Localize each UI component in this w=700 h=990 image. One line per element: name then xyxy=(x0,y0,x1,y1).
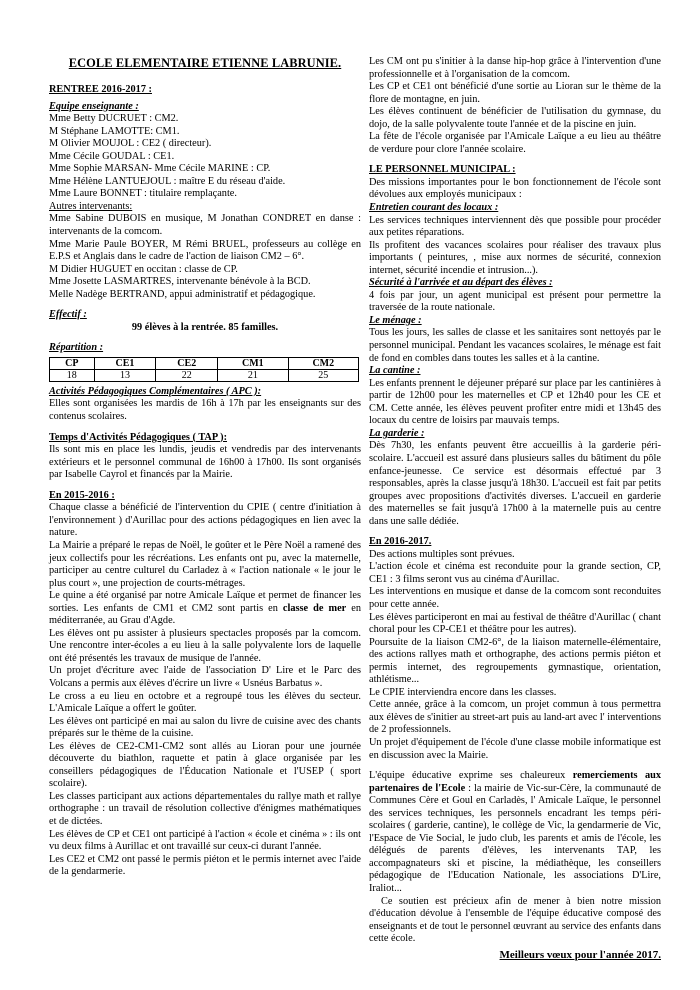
garderie-text: Dès 7h30, les enfants peuvent être accueillis à la garderie péri-scolaire. L'accueil est assuré dans plusieurs salles du bâtiment du pôle enfance-jeunesse. Ce service est désormais effectué par 3 responsables, après la classe jusqu'à 18h30. L'accueil est fait par petits groupes avec propositions d'activités diverses. L'accueil en garderie des maternelles se fait jusqu'à 17h00 à la maternelle puis au centre dans une salle dédiée. xyxy=(369,440,661,527)
en2015-paragraph: La fête de l'école organisée par l'Amicale Laïque a eu lieu au théâtre de verdure pour clore l'année scolaire. xyxy=(369,131,661,155)
en2015-paragraph: Les élèves de CP et CE1 ont participé à l'action « école et cinéma » : ils ont vu deux films à Aurillac et ont travaillé sur ceux-ci durant l'année. xyxy=(49,828,361,853)
en2016-paragraph: Poursuite de la liaison CM2-6°, de la liaison maternelle-élémentaire, des actions rallyes math et orthographe, des actions permis piéton et permis internet, des regroupements gymnastique, orientation, athlétisme... xyxy=(369,636,661,686)
list-item: Mme Laure BONNET : titulaire remplaçante. xyxy=(49,188,237,200)
intervenants-list xyxy=(49,213,361,301)
left-column xyxy=(49,84,361,879)
table-header-cell: CM2 xyxy=(288,357,358,369)
table-header-cell: CM1 xyxy=(218,357,288,369)
menage-text: Tous les jours, les salles de classe et les sanitaires sont nettoyés par le personnel municipal. Pendant les vacances scolaires, le ménage est fait de fond en combles dans toutes les salles et à la cantine. xyxy=(369,327,661,364)
classe-de-mer-text: classe de mer xyxy=(282,602,347,614)
en2015-paragraph: Les CM ont pu s'initier à la danse hip-hop grâce à l'intervention d'une professionnelle et à l'organisation de la comcom. xyxy=(369,56,661,80)
tap-text: Ils sont mis en place les lundis, jeudis et vendredis par des intervenants extérieurs et le personnel communal de 16h00 à 17h00. Ils sont organisés par Isabelle Cayrol et financés par la Mairie. xyxy=(49,444,361,481)
paragraph-text: Le quine a été organisé par notre Amicale Laïque et permet de financer les sorties. Les enfants de CM1 et CM2 sont partis en xyxy=(49,590,361,614)
table-header-cell: CE1 xyxy=(94,357,156,369)
en2016-paragraph: Des actions multiples sont prévues. xyxy=(369,548,515,560)
right-column xyxy=(369,56,661,962)
repartition-table xyxy=(49,357,359,382)
en2015-paragraph: Les classes participant aux actions départementales du rallye math et rallye orthographe : un travail de résolution collective d'énigmes mathématiques et de dictées. xyxy=(49,790,361,827)
table-header-row xyxy=(50,357,359,369)
rentree-heading: RENTREE 2016-2017 : xyxy=(49,84,152,95)
menage-heading: Le ménage : xyxy=(369,314,422,326)
en2015-paragraph: Les élèves ont pu assister à plusieurs spectacles proposés par la comcom. Une rencontre inter-écoles a eu lieu à la salle polyvalente lors de laquelle ont été présentés les travaux de musique de l'année. xyxy=(49,627,361,664)
list-item: Mme Hélène LANTUEJOUL : maître E du réseau d'aide. xyxy=(49,175,286,187)
list-item: M Didier HUGUET en occitan : classe de CP. xyxy=(49,263,238,275)
list-item: Mme Cécile GOUDAL : CE1. xyxy=(49,150,175,162)
personnel-heading: LE PERSONNEL MUNICIPAL : xyxy=(369,164,516,176)
equipe-list xyxy=(49,113,361,201)
equipe-heading: Equipe enseignante : xyxy=(49,100,139,112)
intervenants-heading: Autres intervenants: xyxy=(49,200,133,212)
en2015-paragraph: Chaque classe a bénéficié de l'intervention du CPIE ( centre d'initiation à l'environnement ) d'Aurillac pour des actions pédagogiques en lien avec la nature. xyxy=(49,502,361,539)
en2015-paragraph: Le cross a eu lieu en octobre et a regroupé tous les élèves du secteur. L'Amicale Laïque a offert le goûter. xyxy=(49,690,361,715)
table-cell: 22 xyxy=(156,369,218,381)
list-item: M Stéphane LAMOTTE: CM1. xyxy=(49,125,180,137)
soutien-paragraph: Ce soutien est précieux afin de mener à bien notre mission d'éducation dévolue à l'ensemble de l'équipe éducative composé des enseignants et de tout le personnel œuvrant au service des enfants dans cette école. xyxy=(369,895,661,945)
en2016-paragraph: Cette année, grâce à la comcom, un projet commun à tous permettra aux élèves de s'initier au street-art puis au land-art avec l' interventions de 2 professionnels. xyxy=(369,699,661,736)
cantine-text: Les enfants prennent le déjeuner préparé sur place par les cantinières à partir de 12h00 pour les maternelles et CP et 12h40 pour les CE et CM. Cette année, les élèves peuvent profiter entre midi et 13h45 des locaux du centre de loisirs par mauvais temps. xyxy=(369,377,661,427)
table-cell: 25 xyxy=(288,369,358,381)
en2016-paragraph: L'action école et cinéma est reconduite pour la grande section, CP, CE1 : 3 films seront vus au cinéma d'Aurillac. xyxy=(369,561,661,585)
table-header-cell: CP xyxy=(50,357,95,369)
en2015-paragraph: Les CP et CE1 ont bénéficié d'une sortie au Lioran sur le thème de la flore de montagne, en juin. xyxy=(369,81,661,105)
en2016-paragraph: Un projet d'équipement de l'école d'une classe mobile informatique est en discussion avec la Mairie. xyxy=(369,736,661,761)
table-cell: 18 xyxy=(50,369,95,381)
en2015-paragraph: Un projet d'écriture avec l'aide de l'association D' Lire et le Parc des Volcans a permis aux élèves d'écrire un livre « Usnéus Barbatus ». xyxy=(49,665,361,689)
apc-heading: Activités Pédagogiques Complémentaires ( APC ): xyxy=(49,385,262,397)
paragraph-text: : la mairie de Vic-sur-Cère, la communauté de Communes Cère et Goul en Carladès, l' Amicale Laïque, le personnel des services techniques, les personnels encadrant les temps péri-scolaires ( garderie, cantine), le collège de Vic, la gendarmerie de Vic, l'Espace de Vie Social, le judo club, les parents et amis de l'école, les délégués de parents d'élèves, les intervenants TAP, les accompagnateurs ski et piscine, la médiathèque, les conseillers pédagogique de l'Education Nationale, les associations D'Lire, Iraliot... xyxy=(369,782,661,894)
en2015-paragraph: Les élèves continuent de bénéficier de l'utilisation du gymnase, du dojo, de la salle polyvalente toute l'année et de la piscine en juin. xyxy=(369,106,661,130)
list-item: Mme Marie Paule BOYER, M Rémi BRUEL, professeurs au collège en E.P.S et Anglais dans le cadre de l'action de liaison CM2 – 6°. xyxy=(49,238,361,263)
en2016-paragraph: Les interventions en musique et danse de la comcom sont reconduites pour cette année. xyxy=(369,586,661,610)
personnel-intro: Des missions importantes pour le bon fonctionnement de l'école sont dévolues aux employés municipaux : xyxy=(369,176,661,201)
list-item: Mme Josette LASMARTRES, intervenante bénévole à la BCD. xyxy=(49,276,311,288)
effectif-heading: Effectif : xyxy=(49,309,87,321)
table-cell: 13 xyxy=(94,369,156,381)
list-item: Mme Sabine DUBOIS en musique, M Jonathan CONDRET en danse : intervenants de la comcom. xyxy=(49,213,361,238)
tap-heading: Temps d'Activités Pédagogiques ( TAP ): xyxy=(49,431,228,443)
en2015-paragraph: La Mairie a préparé le repas de Noël, le goûter et le Père Noël a ramené des jeux collectifs pour les récréations. Les enfants ont pu, avec la maternelle, participer au centre culturel du Carladez à « l'action nationale « le jour le plus court », une projection de courts-métrages. xyxy=(49,539,361,589)
garderie-heading: La garderie : xyxy=(369,427,425,439)
securite-text: 4 fois par jour, un agent municipal est présent pour permettre la traversée de la route nationale. xyxy=(369,289,661,314)
page-title: ECOLE ELEMENTAIRE ETIENNE LABRUNIE. xyxy=(68,56,342,70)
table-cell: 21 xyxy=(218,369,288,381)
list-item: Melle Nadège BERTRAND, appui administratif et pédagogique. xyxy=(49,288,316,300)
en2015-paragraph: Les élèves de CE2-CM1-CM2 sont allés au Lioran pour une journée découverte du biathlon, raquette et patin à glace organisée par les conseillers pédagogiques de l'Éducation Nationale et l'USEP ( sport scolaire). xyxy=(49,740,361,790)
paragraph-text: en méditerranée, au Grau d'Agde. xyxy=(49,602,362,627)
en2016-paragraph: Les élèves participeront en mai au festival de théâtre d'Aurillac ( chant choral pour les CP-CE1 et théâtre pour les autres). xyxy=(369,611,661,636)
entretien-paragraph: Les services techniques interviennent dès que possible pour procéder aux petites réparations. xyxy=(369,214,661,239)
table-row xyxy=(50,369,359,381)
list-item: Mme Sophie MARSAN- Mme Cécile MARINE : CP. xyxy=(49,163,271,175)
en2016-heading: En 2016-2017. xyxy=(369,536,432,548)
en2016-paragraph: Le CPIE interviendra encore dans les classes. xyxy=(369,686,557,698)
apc-text: Elles sont organisées les mardis de 16h à 17h par les enseignants sur des contenus scolaires. xyxy=(49,398,361,423)
remerciements-bold: remerciements aux partenaires de l'Ecole xyxy=(369,770,661,794)
effectif-text: 99 élèves à la rentrée. 85 familles. xyxy=(131,321,279,333)
securite-heading: Sécurité à l'arrivée et au départ des élèves : xyxy=(369,277,553,289)
en2015-paragraph: Les élèves ont participé en mai au salon du livre de cuisine avec des chants préparés sur le thème de la cuisine. xyxy=(49,715,361,740)
entretien-heading: Entretien courant des locaux : xyxy=(369,202,499,214)
en2015-paragraph: Les CE2 et CM2 ont passé le permis piéton et le permis internet avec l'aide de la gendarmerie. xyxy=(49,853,361,878)
signoff: Meilleurs vœux pour l'année 2017. xyxy=(499,948,661,961)
paragraph-text: L'équipe éducative exprime ses chaleureux xyxy=(369,770,573,782)
list-item: M Olivier MOUJOL : CE2 ( directeur). xyxy=(49,138,212,150)
en2015-heading: En 2015-2016 : xyxy=(49,489,115,501)
en2015-paragraph xyxy=(49,590,361,628)
remerciements-paragraph xyxy=(369,770,661,895)
list-item: Mme Betty DUCRUET : CM2. xyxy=(49,113,179,125)
repartition-heading: Répartition : xyxy=(49,342,104,354)
entretien-paragraph: Ils profitent des vacances scolaires pour réaliser des travaux plus importants ( peintures, , mise aux normes de sécurité, connexion internet, sécurité incendie et intrusion...). xyxy=(369,239,661,276)
cantine-heading: La cantine : xyxy=(369,365,421,377)
table-header-cell: CE2 xyxy=(156,357,218,369)
